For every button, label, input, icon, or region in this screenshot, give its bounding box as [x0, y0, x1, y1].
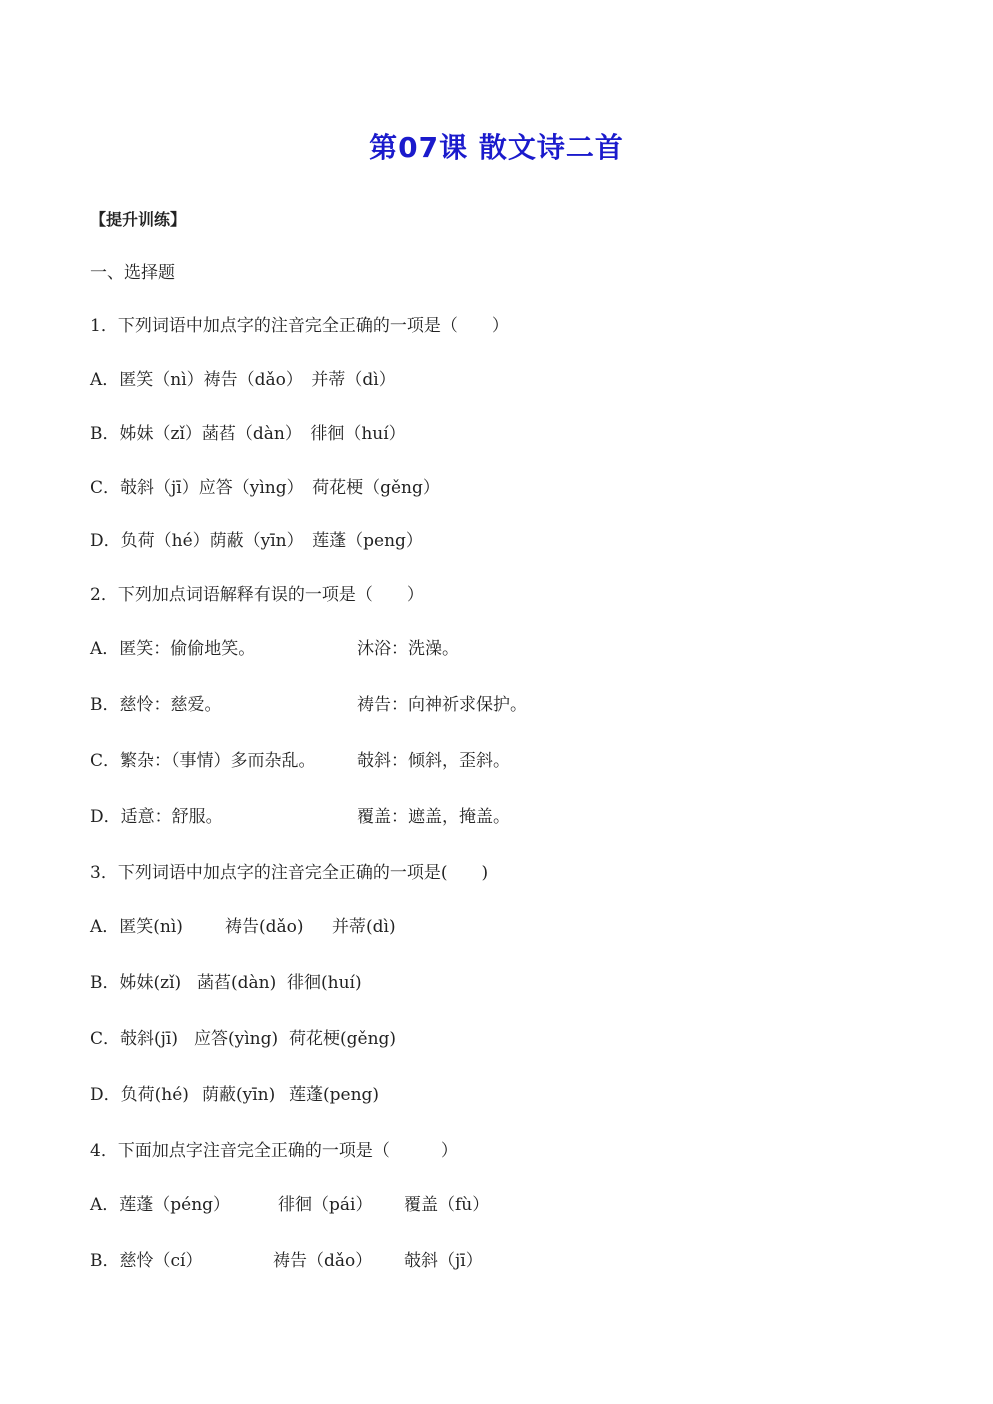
q3-option-d-word1: D．负荷(hé) [90, 1085, 189, 1105]
q3-option-a-word1: A．匿笑(nì) [90, 917, 183, 937]
page-title: 第07课 散文诗二首 [369, 131, 624, 164]
q3-option-b-word1: B．姊妹(zǐ) [90, 973, 182, 993]
q3-option-b-word2: 菡萏(dàn) [197, 973, 277, 993]
part-heading: 一、选择题 [90, 263, 175, 283]
q1-option-d: D．负荷（hé）荫蔽（yīn） 莲蓬（peng） [90, 531, 423, 551]
q3-option-a-word3: 并蒂(dì) [332, 917, 396, 937]
q1-option-b: B．姊妹（zǐ）菡萏（dàn） 徘徊（huí） [90, 424, 406, 444]
q4-option-a-word1: A．莲蓬（péng） [90, 1195, 231, 1215]
q2-option-c-left: C．繁杂：（事情）多而杂乱。 [90, 751, 316, 771]
q1-stem: 1．下列词语中加点字的注音完全正确的一项是（ ） [90, 316, 509, 336]
q3-option-b-word3: 徘徊(huí) [287, 973, 362, 993]
section-label: 【提升训练】 [90, 210, 187, 229]
q2-option-b-left: B．慈怜：慈爱。 [90, 695, 222, 715]
q3-option-a-word2: 祷告(dǎo) [225, 917, 304, 937]
q3-option-d-word3: 莲蓬(peng) [289, 1085, 380, 1105]
q1-option-a: A．匿笑（nì）祷告（dǎo） 并蒂（dì） [90, 370, 396, 390]
q4-stem: 4．下面加点字注音完全正确的一项是（ ） [90, 1141, 458, 1161]
q4-option-b-word2: 祷告（dǎo） [273, 1251, 373, 1271]
q3-option-c-word1: C．攲斜(jī) [90, 1029, 178, 1049]
q3-option-d-word2: 荫蔽(yīn) [202, 1085, 276, 1105]
q2-option-a-left: A．匿笑：偷偷地笑。 [90, 639, 256, 659]
q4-option-a-word3: 覆盖（fù） [404, 1195, 490, 1215]
q4-option-a-word2: 徘徊（pái） [278, 1195, 373, 1215]
q4-option-b-word3: 攲斜（jī） [404, 1251, 483, 1271]
q2-option-d-left: D．适意：舒服。 [90, 807, 223, 827]
q3-stem: 3．下列词语中加点字的注音完全正确的一项是( ) [90, 863, 489, 883]
q3-option-c-word2: 应答(yìng) [194, 1029, 279, 1049]
q2-option-a-right: 沐浴：洗澡。 [357, 639, 459, 659]
q2-stem: 2．下列加点词语解释有误的一项是（ ） [90, 585, 424, 605]
q2-option-d-right: 覆盖：遮盖，掩盖。 [357, 807, 510, 827]
q2-option-b-right: 祷告：向神祈求保护。 [357, 695, 527, 715]
q3-option-c-word3: 荷花梗(gěng) [289, 1029, 397, 1049]
q2-option-c-right: 攲斜：倾斜，歪斜。 [357, 751, 510, 771]
q1-option-c: C．攲斜（jī）应答（yìng） 荷花梗（gěng） [90, 478, 440, 498]
q4-option-b-word1: B．慈怜（cí） [90, 1251, 203, 1271]
